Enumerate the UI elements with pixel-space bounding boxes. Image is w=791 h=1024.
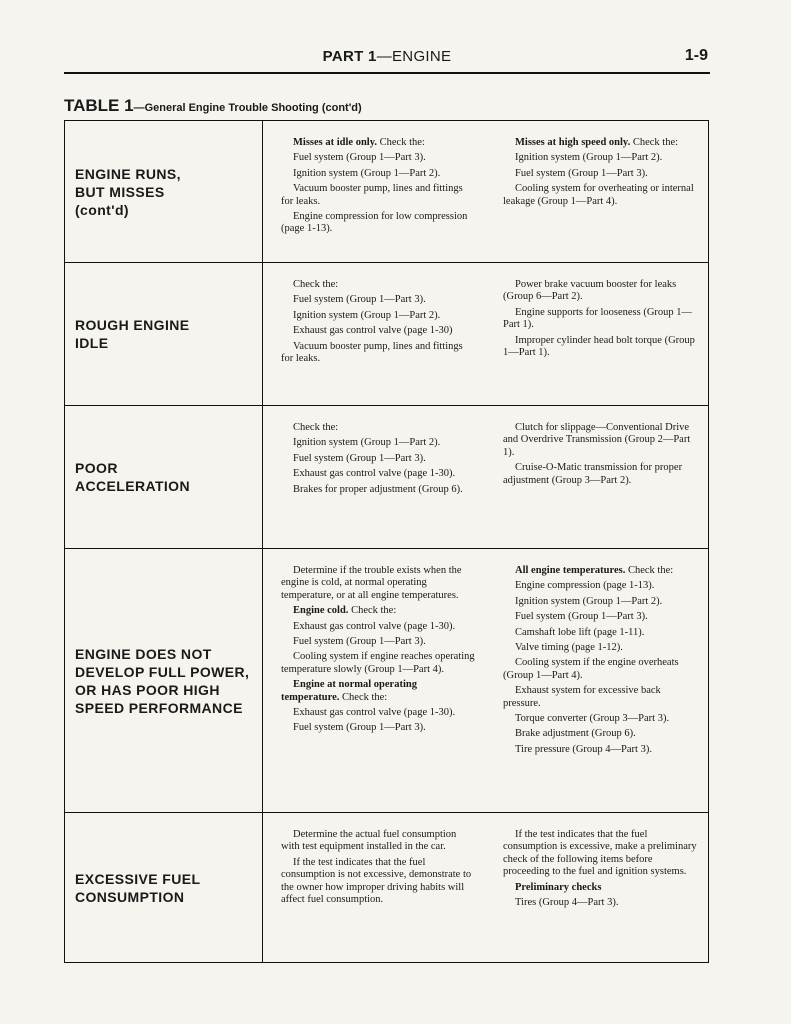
check-column-1 [263,406,485,548]
check-item [281,453,475,465]
check-item [281,565,475,602]
check-item-text: Exhaust gas control valve (page 1-30). [293,707,456,719]
check-item-text: Ignition system (Group 1—Part 2). [293,437,441,449]
check-item [503,642,701,654]
check-item [281,651,475,676]
check-item [503,611,701,623]
check-item-text: Brake adjustment (Group 6). [515,728,636,740]
check-item-text: Camshaft lobe lift (page 1-11). [515,626,645,638]
check-item [281,279,475,291]
check-column-2 [485,263,707,405]
check-item-text: Check the: [293,279,339,290]
check-item-text: Tires (Group 4—Part 3). [515,897,619,909]
check-item-text: Ignition system (Group 1—Part 2). [515,152,663,164]
check-item-text: Cooling system if the engine overheats (Group 1—Part 4). [503,657,679,681]
check-item-text: Fuel system (Group 1—Part 3). [293,722,426,734]
check-item-text: Brakes for proper adjustment (Group 6). [293,483,463,495]
check-item-heading: Engine at normal operating temperature. [281,679,417,703]
check-item [503,744,701,756]
check-item [503,685,701,710]
condition-cell [65,813,263,962]
check-item [503,897,701,909]
check-item-text: Check the: [293,422,339,433]
check-item [281,152,475,164]
check-item-heading: All engine temperatures. [515,565,626,576]
check-item-heading: Engine cold. [293,605,349,617]
check-item-heading: Misses at high speed only. [515,137,631,148]
check-item [281,707,475,719]
check-item-text: Fuel system (Group 1—Part 3). [293,294,426,306]
check-item [503,279,701,304]
check-item-text: Vacuum booster pump, lines and fittings for leaks. [281,183,463,207]
check-item-text: Check the: [630,137,679,148]
check-item-text: Exhaust gas control valve (page 1-30). [293,468,456,480]
check-item-text: Valve timing (page 1-12). [515,642,623,654]
check-item-text: Exhaust gas control valve (page 1-30) [293,325,453,337]
check-item [281,294,475,306]
check-item [281,605,475,617]
check-item-text: Engine compression for low compression (page 1-13). [281,211,468,235]
check-item-text: Fuel system (Group 1—Part 3). [293,452,426,464]
check-item [281,857,475,907]
check-item [281,168,475,180]
condition-cell [65,263,263,405]
check-item-text: Clutch for slippage—Conventional Drive and Overdrive Transmission (Group 2—Part 1). [503,422,691,458]
check-item-text: Cooling system if engine reaches operating temperature slowly (Group 1—Part 4). [281,651,475,675]
check-item [281,636,475,648]
check-item-text: Engine compression (page 1-13). [515,580,655,592]
check-item-text: Check the: [625,565,674,576]
page-number: 1-9 [684,47,708,64]
check-item [281,183,475,208]
condition-cell [65,406,263,548]
condition-line: CONSUMPTION [75,888,185,905]
check-item-heading: Misses at idle only. [293,137,378,148]
check-item [503,307,701,332]
section-label: —ENGINE [376,48,452,65]
check-item [281,137,475,149]
check-item [503,882,701,894]
table-number: TABLE 1 [64,96,134,115]
table-title: —General Engine Trouble Shooting (cont'd) [133,102,362,114]
check-item-text: Tire pressure (Group 4—Part 3). [515,743,652,755]
check-item-text: Fuel system (Group 1—Part 3). [293,636,426,648]
check-item [503,565,701,577]
check-item-text: Fuel system (Group 1—Part 3). [515,611,648,623]
check-item-heading: Preliminary checks [515,881,602,893]
check-item-text: If the test indicates that the fuel consumption is not excessive, demonstrate to the owner how improper driving habits will affect fuel consumption. [281,856,472,906]
check-item [281,437,475,449]
check-item [503,596,701,608]
check-item-text: If the test indicates that the fuel consumption is excessive, make a preliminary check of the following items before proceeding to the fuel and ignition systems. [503,829,697,878]
condition-label [75,165,181,219]
condition-line: ACCELERATION [75,478,190,494]
table-row [65,263,708,406]
check-item [503,183,701,208]
table-row [65,406,708,549]
check-item-text: Determine the actual fuel consumption with test equipment installed in the car. [281,829,457,853]
check-item [281,484,475,496]
check-column-2 [485,813,707,962]
condition-cell [65,121,263,262]
check-item [281,679,475,704]
condition-line: ENGINE DOES NOT [75,645,212,662]
check-item [503,462,701,487]
condition-label [75,645,249,717]
check-item [503,829,701,879]
table-row [65,121,708,263]
condition-line: ENGINE RUNS, [75,165,181,182]
check-item [503,627,701,639]
check-item-text: Exhaust system for excessive back pressure. [503,685,661,709]
condition-line: OR HAS POOR HIGH [75,681,220,698]
check-item-text: Engine supports for looseness (Group 1—Part 1). [503,306,693,331]
check-item [503,335,701,360]
condition-cell [65,549,263,812]
table-caption [64,96,362,116]
check-item-text: Vacuum booster pump, lines and fittings for leaks. [281,340,463,365]
condition-line: SPEED PERFORMANCE [75,699,243,716]
check-item-text: Exhaust gas control valve (page 1-30). [293,620,456,632]
check-item [503,137,701,149]
condition-line: DEVELOP FULL POWER, [75,663,250,680]
check-item [503,580,701,592]
check-item [281,310,475,322]
check-item [281,211,475,236]
check-item-text: Ignition system (Group 1—Part 2). [293,167,441,179]
condition-line: EXCESSIVE FUEL [75,870,201,887]
check-item-text: Cruise-O-Matic transmission for proper adjustment (Group 3—Part 2). [503,462,683,486]
check-item-text: Power brake vacuum booster for leaks (Group 6—Part 2). [503,279,677,303]
table-row [65,813,708,963]
check-item-text: Cooling system for overheating or internal leakage (Group 1—Part 4). [503,183,694,207]
check-item [281,722,475,734]
check-item [503,657,701,682]
check-item-text: Ignition system (Group 1—Part 2). [293,309,441,321]
trouble-shooting-table [64,120,709,963]
check-item-text: Check the: [339,691,388,703]
check-item [281,325,475,337]
check-item-text: Ignition system (Group 1—Part 2). [515,595,663,607]
check-item [281,621,475,633]
check-column-1 [263,263,485,405]
check-column-1 [263,813,485,962]
check-column-1 [263,121,485,262]
check-item [281,422,475,434]
check-item-text: Fuel system (Group 1—Part 3). [515,167,648,179]
check-item-text: Torque converter (Group 3—Part 3). [515,713,670,725]
page-header [64,44,710,74]
condition-line: POOR [75,460,118,476]
check-column-2 [485,121,707,262]
table-row [65,549,708,813]
check-column-1 [263,549,485,812]
condition-line: (cont'd) [75,201,129,218]
check-item-text: Improper cylinder head bolt torque (Group 1—Part 1). [503,334,695,359]
check-item [281,341,475,366]
condition-line: IDLE [75,335,109,351]
check-item-text: Fuel system (Group 1—Part 3). [293,152,426,164]
check-item [503,168,701,180]
condition-label [75,316,189,352]
check-item [503,152,701,164]
check-column-2 [485,549,707,812]
check-item-text: Check the: [348,605,397,617]
running-head [64,48,710,65]
condition-line: BUT MISSES [75,183,165,200]
check-item [503,728,701,740]
condition-line: ROUGH ENGINE [75,317,190,333]
condition-label [75,459,190,495]
condition-label [75,870,200,906]
check-item [281,829,475,854]
check-item-text: Determine if the trouble exists when the engine is cold, at normal operating temperature, or at all engine temperatures. [281,565,462,601]
check-item [503,713,701,725]
check-item-text: Check the: [377,137,425,148]
check-item [281,468,475,480]
check-column-2 [485,406,707,548]
check-item [503,422,701,459]
part-label: PART 1 [322,48,377,65]
